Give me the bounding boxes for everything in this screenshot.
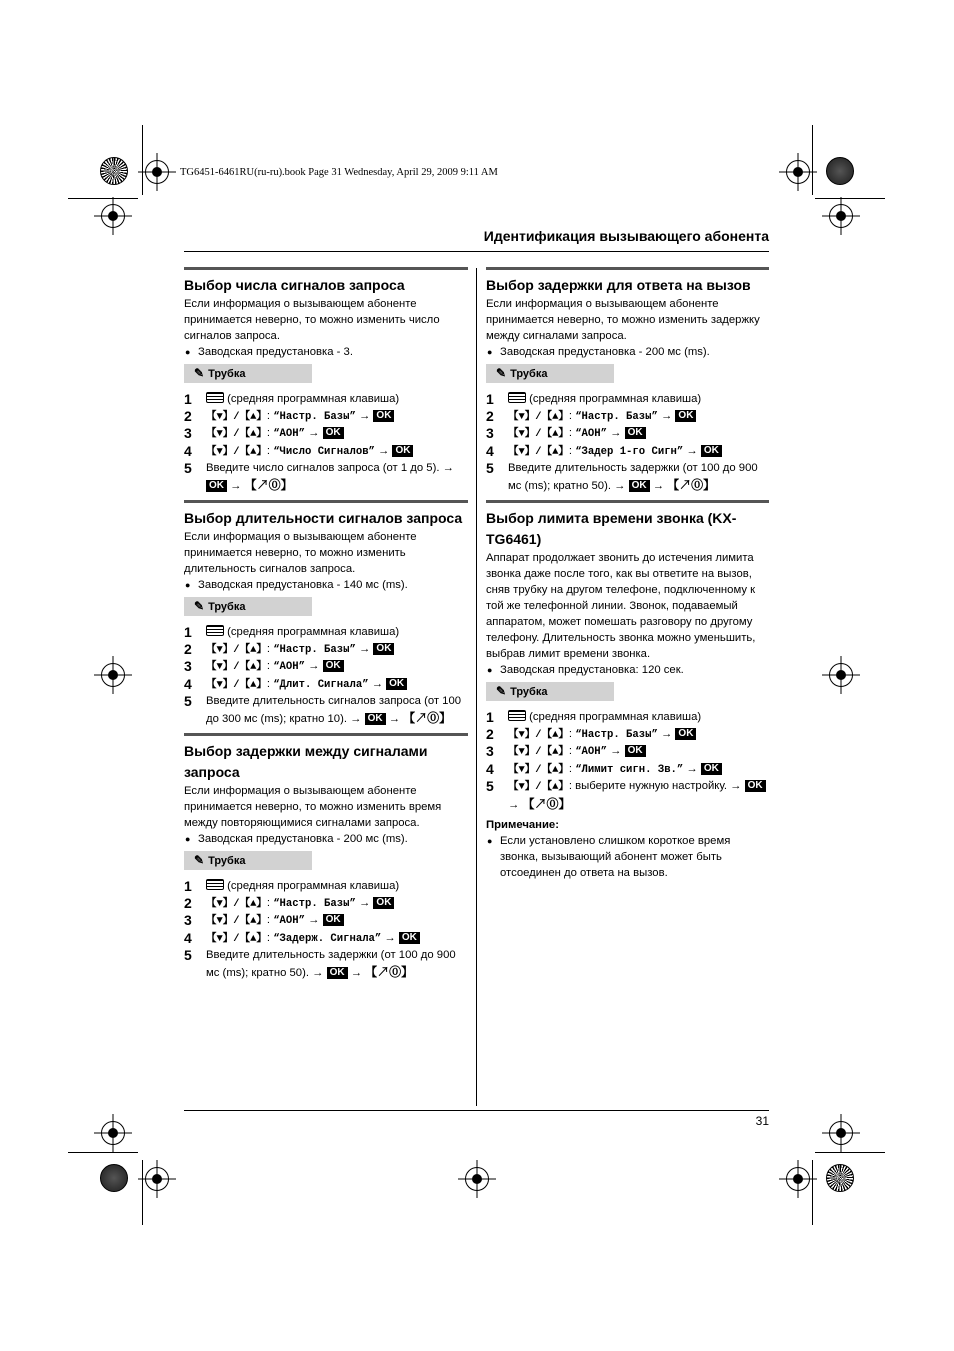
pencil-icon: ✎ xyxy=(194,599,205,613)
column-divider xyxy=(476,268,477,1106)
step: 5 Введите длительность сигналов запроса (от 100 до 300 мс (ms); кратно 10). → OK → 【↗⓪】 xyxy=(184,693,462,725)
steps-list xyxy=(184,624,468,727)
menu-item: “АОН” xyxy=(273,915,305,927)
nav-keys: 【▼】/【▲】 xyxy=(508,410,569,423)
off-key-icon: 【↗⓪】 xyxy=(365,964,414,979)
registration-mark-icon xyxy=(786,1167,810,1191)
menu-key-icon xyxy=(206,625,224,636)
nav-keys: 【▼】/【▲】 xyxy=(206,915,267,927)
nav-keys: 【▼】/【▲】 xyxy=(508,428,569,440)
step: 5 Введите длительность задержки (от 100 до 900 мс (ms); кратно 50). → OK → 【↗⓪】 xyxy=(184,947,456,979)
menu-item: “Настр. Базы” xyxy=(273,410,356,423)
pencil-icon: ✎ xyxy=(496,366,507,380)
section-title: Выбор лимита времени звонка (KX-TG6461) xyxy=(486,510,737,547)
off-key-icon: 【↗⓪】 xyxy=(244,477,293,492)
ok-key-icon: OK xyxy=(373,897,394,909)
section-rule xyxy=(184,733,468,736)
nav-keys: 【▼】/【▲】 xyxy=(206,428,267,440)
nav-keys: 【▼】/【▲】 xyxy=(508,746,569,758)
step-text: (средняя программная клавиша) xyxy=(529,393,702,405)
step-text: Введите длительность задержки (от 100 до 900 мс (ms); кратно 50). xyxy=(508,462,758,492)
arrow-icon: → xyxy=(378,444,390,457)
default-setting: ● Заводская предустановка - 3. xyxy=(184,344,468,360)
arrow-icon: → xyxy=(308,427,320,439)
ok-key-icon: OK xyxy=(392,445,413,457)
arrow-icon: → xyxy=(660,727,673,740)
page-title: Идентификация вызывающего абонента xyxy=(483,228,769,244)
default-setting: ● Заводская предустановка - 140 мс (ms). xyxy=(184,577,468,593)
arrow-icon: → xyxy=(371,677,383,690)
registration-mark-icon xyxy=(145,1167,169,1191)
arrow-icon: → xyxy=(384,931,396,944)
ok-key-icon: OK xyxy=(701,763,722,775)
ok-key-icon: OK xyxy=(373,643,394,655)
step: 5 Введите длительность задержки (от 100 до 900 мс (ms); кратно 50). → OK → 【↗⓪】 xyxy=(486,460,758,492)
arrow-icon: → xyxy=(610,745,622,757)
ok-key-icon: OK xyxy=(675,410,696,422)
step-text: (средняя программная клавиша) xyxy=(227,880,400,892)
step: 2 【▼】/【▲】: “Настр. Базы” → OK xyxy=(184,895,468,913)
ok-key-icon: OK xyxy=(373,410,394,422)
step: 1 (средняя программная клавиша) xyxy=(486,709,702,725)
step: 2 【▼】/【▲】: “Настр. Базы” → OK xyxy=(486,408,769,426)
registration-mark-icon xyxy=(829,663,853,687)
ok-key-icon: OK xyxy=(675,728,696,740)
nav-keys: 【▼】/【▲】 xyxy=(508,445,569,458)
step: 4 【▼】/【▲】: “Задерж. Сигнала” → OK xyxy=(184,930,468,948)
default-setting: ● Заводская предустановка - 200 мс (ms). xyxy=(184,831,468,847)
section-rule xyxy=(486,267,769,270)
menu-item: “Лимит сигн. Зв.” xyxy=(575,763,684,776)
note-heading: Примечание: xyxy=(486,819,559,831)
section-answer-delay xyxy=(486,267,769,494)
arrow-icon: → xyxy=(350,966,362,979)
arrow-icon: → xyxy=(508,798,520,811)
step: 2 【▼】/【▲】: “Настр. Базы” → OK xyxy=(184,641,468,659)
ok-key-icon: OK xyxy=(323,427,344,439)
arrow-icon: → xyxy=(312,966,324,979)
menu-key-icon xyxy=(206,392,224,403)
default-setting: ● Заводская предустановка - 200 мс (ms). xyxy=(486,344,769,360)
step-text: : выберите нужную настройку. xyxy=(568,780,728,792)
arrow-icon: → xyxy=(686,762,698,775)
handset-tag-label: Трубка xyxy=(510,368,548,380)
handset-tag-label: Трубка xyxy=(208,601,246,613)
section-ring-interval xyxy=(184,733,468,981)
section-body: Если информация о вызывающем абоненте принимается неверно, то можно изменить число сигналов запроса. xyxy=(184,298,440,342)
ok-key-icon: OK xyxy=(323,914,344,926)
ok-key-icon: OK xyxy=(701,445,722,457)
footer-rule xyxy=(184,1110,769,1111)
step: 3 【▼】/【▲】: “АОН” → OK xyxy=(184,425,468,443)
handset-tag-label: Трубка xyxy=(208,855,246,867)
nav-keys: 【▼】/【▲】 xyxy=(206,678,267,691)
step: 1 (средняя программная клавиша) xyxy=(184,624,400,640)
ok-key-icon: OK xyxy=(625,745,646,757)
handset-tag xyxy=(184,364,312,383)
handset-tag-label: Трубка xyxy=(208,368,246,380)
arrow-icon: → xyxy=(730,780,742,792)
menu-item: “Настр. Базы” xyxy=(575,728,658,741)
right-column xyxy=(486,267,769,881)
section-title: Выбор задержки между сигналами запроса xyxy=(184,743,428,780)
step-text: (средняя программная клавиша) xyxy=(227,626,400,638)
arrow-icon: → xyxy=(230,479,242,492)
step: 1 (средняя программная клавиша) xyxy=(486,391,702,407)
arrow-icon: → xyxy=(660,409,673,422)
step-text: Введите число сигналов запроса (от 1 до 5). xyxy=(206,462,440,474)
nav-keys: 【▼】/【▲】 xyxy=(206,445,267,458)
step: 5 【▼】/【▲】: выберите нужную настройку. → OK → 【↗⓪】 xyxy=(486,778,769,813)
handset-tag xyxy=(184,597,312,616)
color-rosette-icon xyxy=(826,157,854,185)
section-title: Выбор длительности сигналов запроса xyxy=(184,510,463,526)
step: 3 【▼】/【▲】: “АОН” → OK xyxy=(486,425,769,443)
menu-item: “Число Сигналов” xyxy=(273,445,375,458)
arrow-icon: → xyxy=(358,896,371,909)
ok-key-icon: OK xyxy=(327,967,348,979)
step: 3 【▼】/【▲】: “АОН” → OK xyxy=(486,743,769,761)
arrow-icon: → xyxy=(358,642,371,655)
section-title: Выбор задержки для ответа на вызов xyxy=(486,277,751,293)
step-text: (средняя программная клавиша) xyxy=(529,711,702,723)
step: 4 【▼】/【▲】: “Длит. Сигнала” → OK xyxy=(184,676,468,694)
step-text: Введите длительность задержки (от 100 до 900 мс (ms); кратно 50). xyxy=(206,949,456,979)
step: 4 【▼】/【▲】: “Число Сигналов” → OK xyxy=(184,443,468,461)
page-number: 31 xyxy=(755,1114,769,1128)
header-rule xyxy=(184,251,769,252)
menu-item: “Задерж. Сигнала” xyxy=(273,932,382,945)
registration-mark-icon xyxy=(465,1167,489,1191)
nav-keys: 【▼】/【▲】 xyxy=(206,643,267,656)
nav-keys: 【▼】/【▲】 xyxy=(206,897,267,910)
menu-item: “АОН” xyxy=(575,746,607,758)
menu-item: “Настр. Базы” xyxy=(273,897,356,910)
arrow-icon: → xyxy=(610,427,622,439)
pencil-icon: ✎ xyxy=(194,853,205,867)
menu-item: “Настр. Базы” xyxy=(273,643,356,656)
section-body: Если информация о вызывающем абоненте принимается неверно, то можно изменить задержку между сигналами запроса. xyxy=(486,298,760,342)
left-column xyxy=(184,267,468,981)
nav-keys: 【▼】/【▲】 xyxy=(206,410,267,423)
step: 1 (средняя программная клавиша) xyxy=(184,878,400,894)
ok-key-icon: OK xyxy=(386,678,407,690)
note-text: ● Если установлено слишком короткое время звонка, вызывающий абонент может быть отсоединен до ответа на вызов. xyxy=(486,833,769,881)
registration-mark-icon xyxy=(101,204,125,228)
ok-key-icon: OK xyxy=(206,480,227,492)
handset-tag-label: Трубка xyxy=(510,686,548,698)
menu-key-icon xyxy=(508,392,526,403)
ok-key-icon: OK xyxy=(399,932,420,944)
step: 4 【▼】/【▲】: “Лимит сигн. Зв.” → OK xyxy=(486,761,769,779)
step-text: (средняя программная клавиша) xyxy=(227,393,400,405)
section-ring-count xyxy=(184,267,468,494)
section-ring-duration xyxy=(184,500,468,727)
step: 5 Введите число сигналов запроса (от 1 до 5). → OK → 【↗⓪】 xyxy=(184,460,454,492)
steps-list xyxy=(184,391,468,494)
step: 3 【▼】/【▲】: “АОН” → OK xyxy=(184,912,468,930)
step-text: Введите длительность сигналов запроса (от 100 до 300 мс (ms); кратно 10). xyxy=(206,695,462,725)
registration-mark-icon xyxy=(829,204,853,228)
section-rule xyxy=(184,500,468,503)
handset-tag xyxy=(184,851,312,870)
registration-mark-icon xyxy=(786,160,810,184)
nav-keys: 【▼】/【▲】 xyxy=(206,932,267,945)
section-body: Если информация о вызывающем абоненте принимается неверно, то можно изменить длительность сигналов запроса. xyxy=(184,531,417,575)
step: 2 【▼】/【▲】: “Настр. Базы” → OK xyxy=(184,408,468,426)
arrow-icon: → xyxy=(350,712,362,725)
pencil-icon: ✎ xyxy=(496,684,507,698)
arrow-icon: → xyxy=(358,409,371,422)
ok-key-icon: OK xyxy=(323,660,344,672)
section-title: Выбор числа сигналов запроса xyxy=(184,277,405,293)
print-slug: TG6451-6461RU(ru-ru).book Page 31 Wednesday, April 29, 2009 9:11 AM xyxy=(180,167,498,178)
handset-tag xyxy=(486,364,614,383)
menu-key-icon xyxy=(206,879,224,890)
step: 2 【▼】/【▲】: “Настр. Базы” → OK xyxy=(486,726,769,744)
nav-keys: 【▼】/【▲】 xyxy=(508,763,569,776)
menu-key-icon xyxy=(508,710,526,721)
off-key-icon: 【↗⓪】 xyxy=(403,710,452,725)
ok-key-icon: OK xyxy=(629,480,650,492)
nav-keys: 【▼】/【▲】 xyxy=(206,661,267,673)
menu-item: “Длит. Сигнала” xyxy=(273,678,369,691)
registration-mark-icon xyxy=(101,1121,125,1145)
section-ring-time-limit xyxy=(486,500,769,881)
section-body: Если информация о вызывающем абоненте принимается неверно, то можно изменить время между повторяющимися сигналами запроса. xyxy=(184,785,442,829)
arrow-icon: → xyxy=(308,914,320,926)
menu-item: “АОН” xyxy=(273,661,305,673)
arrow-icon: → xyxy=(686,444,698,457)
color-rosette-icon xyxy=(100,1164,128,1192)
step: 3 【▼】/【▲】: “АОН” → OK xyxy=(184,658,468,676)
steps-list xyxy=(486,709,769,813)
off-key-icon: 【↗⓪】 xyxy=(667,477,716,492)
step: 1 (средняя программная клавиша) xyxy=(184,391,400,407)
color-rosette-icon xyxy=(100,157,128,185)
color-rosette-icon xyxy=(826,1164,854,1192)
handset-tag xyxy=(486,682,614,701)
menu-item: “АОН” xyxy=(273,428,305,440)
section-rule xyxy=(486,500,769,503)
arrow-icon: → xyxy=(388,712,400,725)
step: 4 【▼】/【▲】: “Задер 1-го Сигн” → OK xyxy=(486,443,769,461)
pencil-icon: ✎ xyxy=(194,366,205,380)
arrow-icon: → xyxy=(308,660,320,672)
menu-item: “Настр. Базы” xyxy=(575,410,658,423)
menu-item: “Задер 1-го Сигн” xyxy=(575,445,684,458)
arrow-icon: → xyxy=(442,462,454,474)
steps-list xyxy=(184,878,468,981)
ok-key-icon: OK xyxy=(745,780,766,792)
off-key-icon: 【↗⓪】 xyxy=(522,796,571,811)
registration-mark-icon xyxy=(101,663,125,687)
ok-key-icon: OK xyxy=(365,713,386,725)
nav-keys: 【▼】/【▲】 xyxy=(508,728,569,741)
registration-mark-icon xyxy=(145,160,169,184)
nav-keys: 【▼】/【▲】 xyxy=(508,781,569,793)
ok-key-icon: OK xyxy=(625,427,646,439)
section-rule xyxy=(184,267,468,270)
section-body: Аппарат продолжает звонить до истечения лимита звонка даже после того, как вы ответите на вызов, сняв трубку на другом телефоне, подключенному к той же телефонной линии. Звонок, подаваемый аппаратом, может помешать разговору по другому телефону. Длительность звонка можно уменьшить, выбрав лимит времени звонка. xyxy=(486,552,756,660)
registration-mark-icon xyxy=(829,1121,853,1145)
arrow-icon: → xyxy=(614,479,626,492)
steps-list xyxy=(486,391,769,494)
arrow-icon: → xyxy=(652,479,664,492)
default-setting: ● Заводская предустановка: 120 сек. xyxy=(486,662,769,678)
menu-item: “АОН” xyxy=(575,428,607,440)
